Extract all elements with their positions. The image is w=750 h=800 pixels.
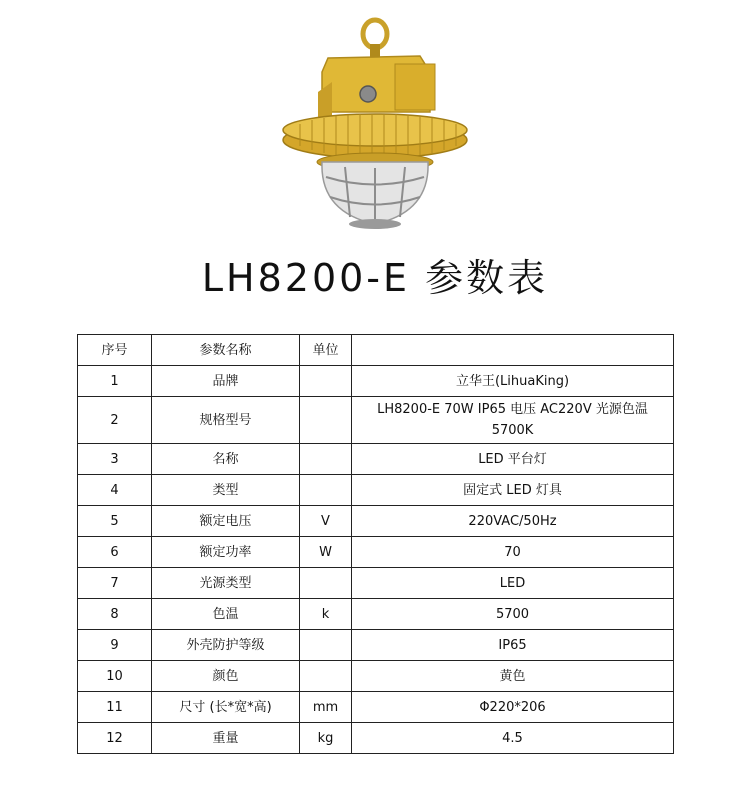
column-header-no: 序号 <box>78 335 152 366</box>
table-row <box>78 692 674 723</box>
cell-unit <box>300 568 352 599</box>
cell-value: 70 <box>352 537 674 568</box>
table-row <box>78 630 674 661</box>
table-row <box>78 444 674 475</box>
cell-no: 8 <box>78 599 152 630</box>
cell-unit <box>300 630 352 661</box>
cell-name: 额定功率 <box>152 537 300 568</box>
cell-no: 12 <box>78 723 152 754</box>
cell-unit <box>300 475 352 506</box>
cell-no: 9 <box>78 630 152 661</box>
cell-no: 3 <box>78 444 152 475</box>
cell-value: 固定式 LED 灯具 <box>352 475 674 506</box>
table-row <box>78 506 674 537</box>
cell-value: 4.5 <box>352 723 674 754</box>
cell-no: 6 <box>78 537 152 568</box>
cell-name: 类型 <box>152 475 300 506</box>
cell-name: 尺寸 (长*宽*高) <box>152 692 300 723</box>
cell-unit <box>300 366 352 397</box>
cell-no: 5 <box>78 506 152 537</box>
table-row <box>78 475 674 506</box>
cell-unit <box>300 661 352 692</box>
table-row <box>78 397 674 444</box>
cell-unit: k <box>300 599 352 630</box>
table-header-row <box>78 335 674 366</box>
cell-name: 额定电压 <box>152 506 300 537</box>
column-header-value <box>352 335 674 366</box>
cell-no: 11 <box>78 692 152 723</box>
cell-no: 1 <box>78 366 152 397</box>
cell-name: 品牌 <box>152 366 300 397</box>
product-image-lamp <box>270 12 480 234</box>
column-header-name: 参数名称 <box>152 335 300 366</box>
cell-value: 黄色 <box>352 661 674 692</box>
cell-no: 2 <box>78 397 152 444</box>
spec-table <box>77 334 674 754</box>
cell-value: Φ220*206 <box>352 692 674 723</box>
cell-value: LED 平台灯 <box>352 444 674 475</box>
cell-value: 立华王(LihuaKing) <box>352 366 674 397</box>
cell-name: 颜色 <box>152 661 300 692</box>
table-row <box>78 599 674 630</box>
cell-name: 重量 <box>152 723 300 754</box>
cell-no: 7 <box>78 568 152 599</box>
cell-unit: W <box>300 537 352 568</box>
cell-unit <box>300 397 352 444</box>
cell-name: 外壳防护等级 <box>152 630 300 661</box>
page-title: LH8200-E 参数表 <box>201 256 549 300</box>
table-row <box>78 568 674 599</box>
cell-no: 10 <box>78 661 152 692</box>
cell-unit <box>300 444 352 475</box>
cell-name: 规格型号 <box>152 397 300 444</box>
column-header-unit: 单位 <box>300 335 352 366</box>
cell-value: LED <box>352 568 674 599</box>
cell-unit: kg <box>300 723 352 754</box>
cell-value: LH8200-E 70W IP65 电压 AC220V 光源色温 5700K <box>352 397 674 444</box>
cell-value: 220VAC/50Hz <box>352 506 674 537</box>
cell-unit: V <box>300 506 352 537</box>
cell-unit: mm <box>300 692 352 723</box>
table-row <box>78 661 674 692</box>
table-row <box>78 366 674 397</box>
cell-no: 4 <box>78 475 152 506</box>
cell-name: 光源类型 <box>152 568 300 599</box>
cell-name: 名称 <box>152 444 300 475</box>
cell-value: 5700 <box>352 599 674 630</box>
cell-value: IP65 <box>352 630 674 661</box>
cell-name: 色温 <box>152 599 300 630</box>
table-row <box>78 537 674 568</box>
table-row <box>78 723 674 754</box>
lamp-illustration <box>270 12 480 234</box>
